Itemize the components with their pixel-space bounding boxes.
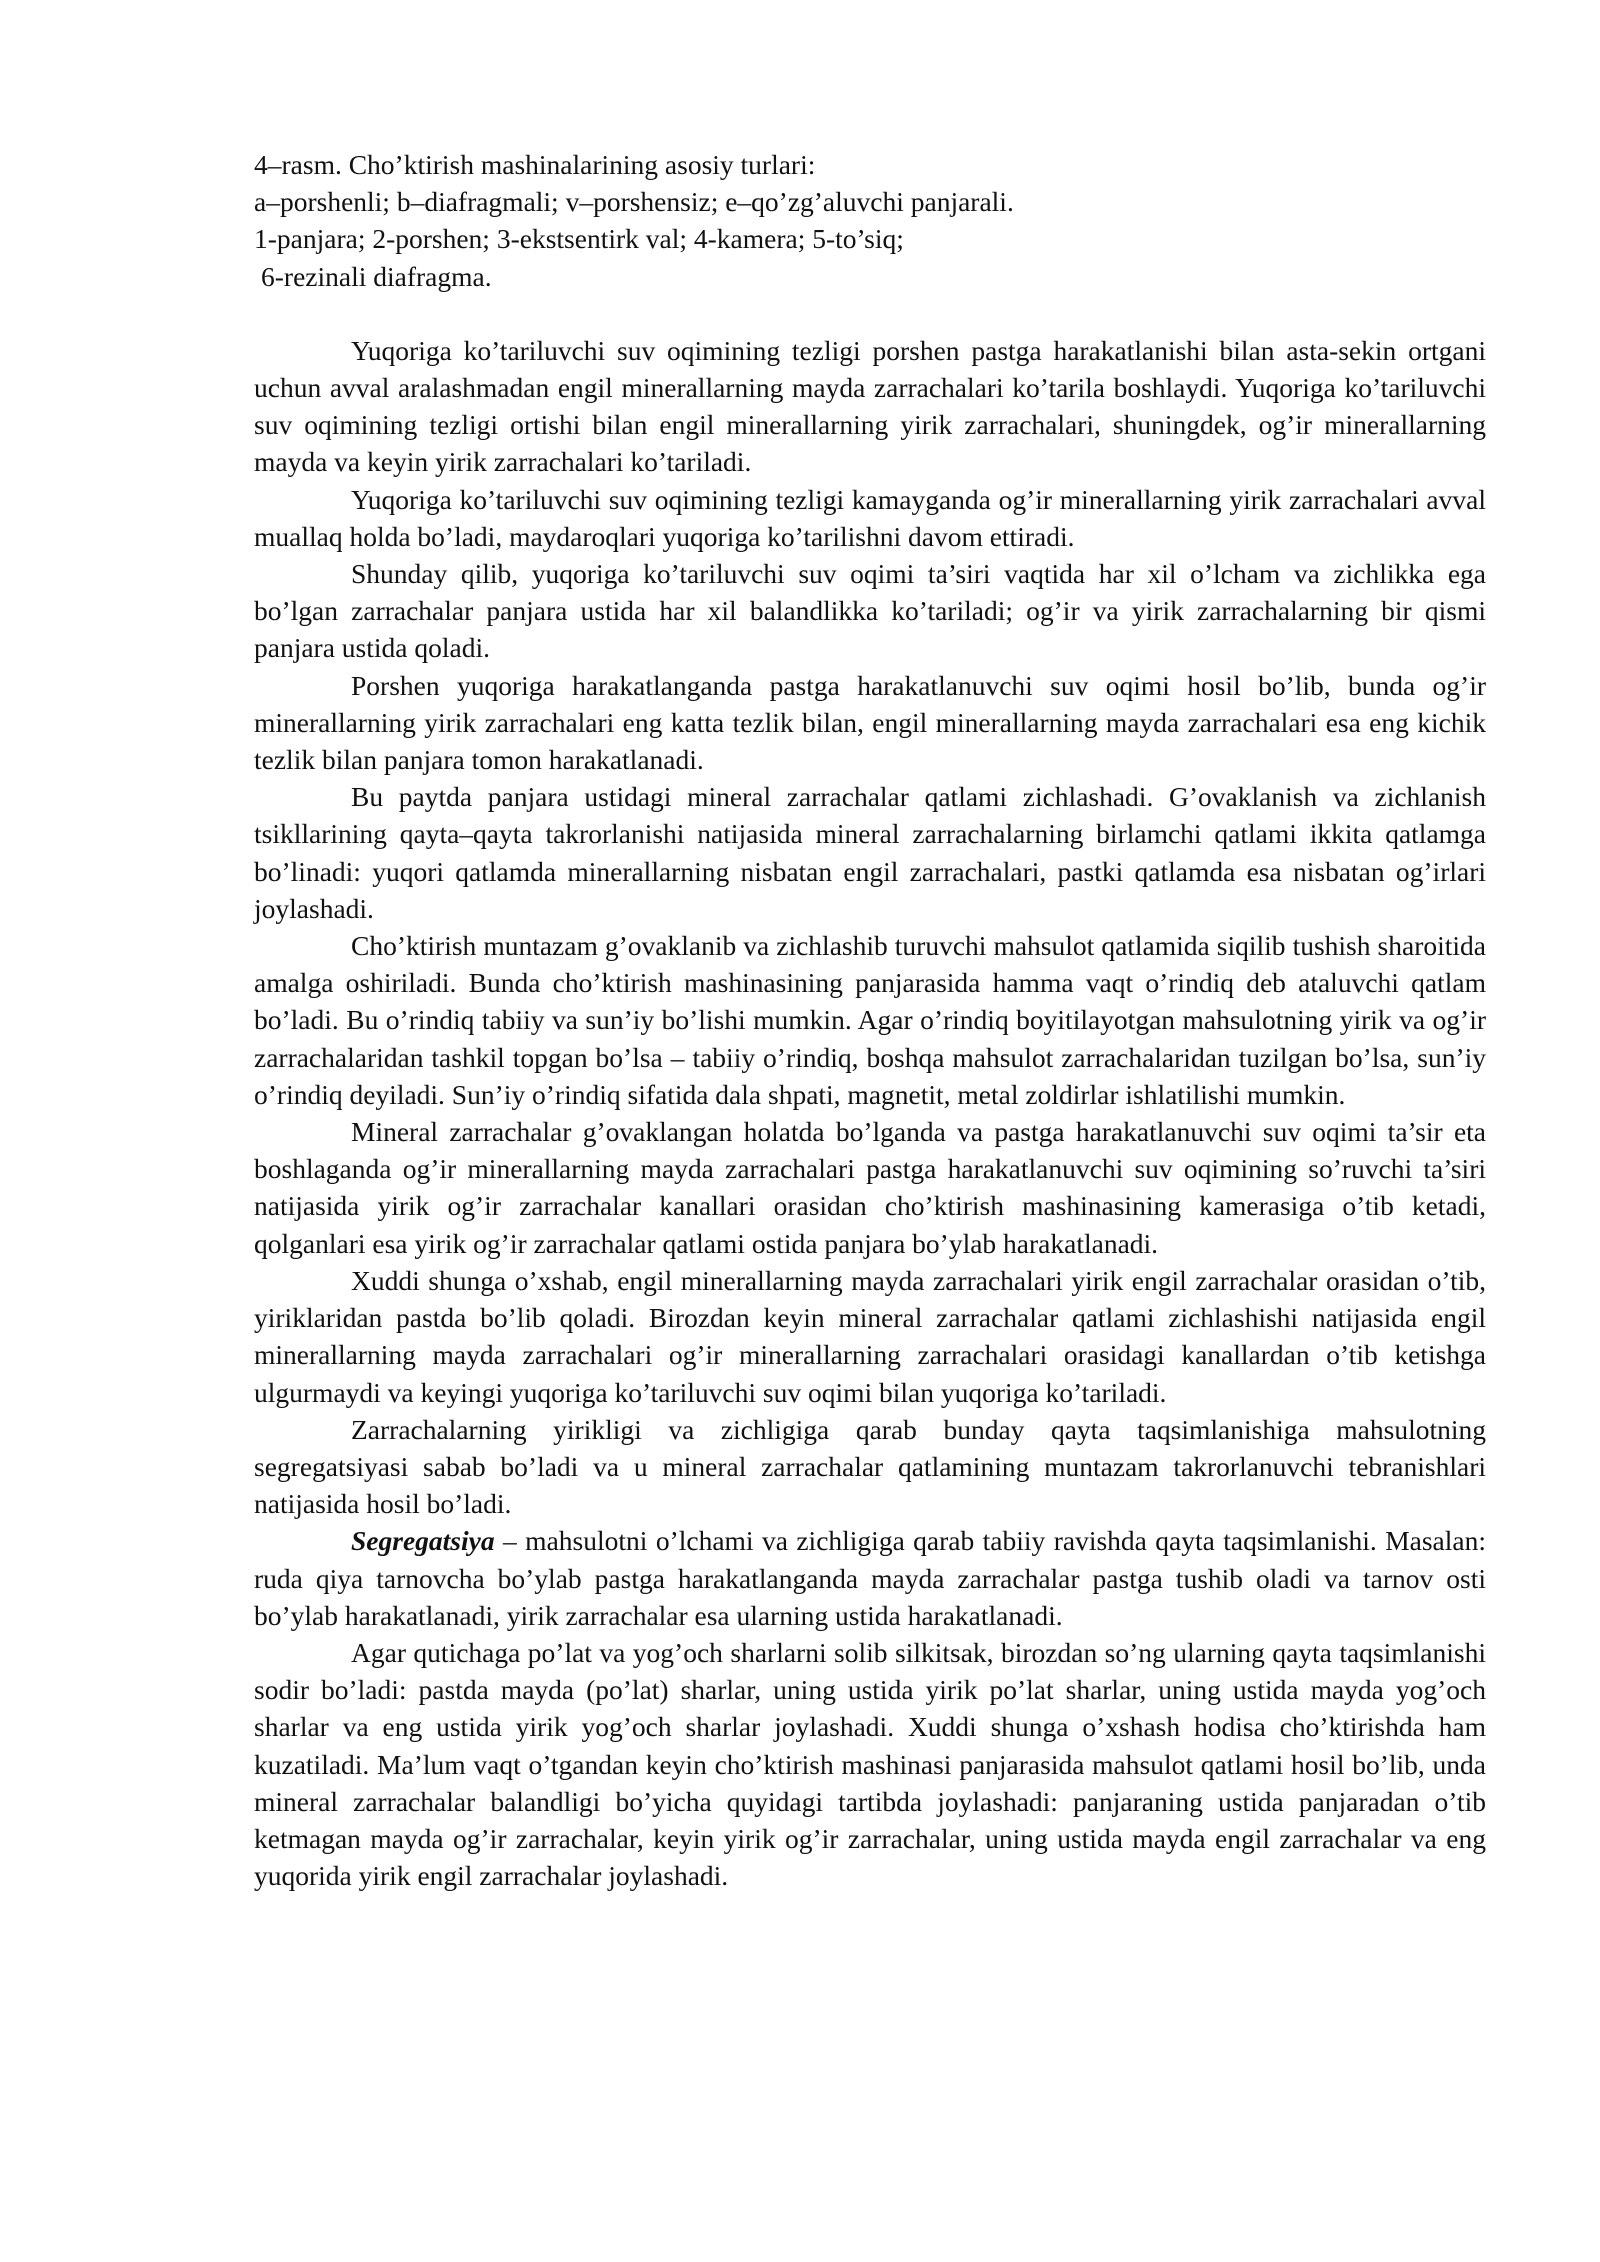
paragraph-3: Shunday qilib, yuqoriga ko’tariluvchi suv oqimi ta’siri vaqtida har xil o’lcham va zichlikka ega bo’lgan zarrachalar panjara ustida har xil balandlikka ko’tariladi; og’ir va yirik zarrachalarning bir qismi panjara ustida qoladi.: [254, 558, 1486, 664]
document-page: [254, 146, 1486, 1894]
definition-paragraph: [254, 1522, 1486, 1634]
caption-parts-continued: 6-rezinali diafragma.: [261, 260, 492, 292]
caption-variants: a–porshenli; b–diafragmali; v–porshensiz; e–qo’zg’aluvchi panjarali.: [254, 186, 1014, 218]
caption-parts: 1-panjara; 2-porshen; 3-ekstsentirk val; 4-kamera; 5-to’siq;: [254, 223, 904, 255]
body-text: [254, 332, 1486, 1895]
section-spacer: [254, 295, 1486, 332]
final-paragraph: Agar qutichaga po’lat va yog’och sharlarni solib silkitsak, birozdan so’ng ularning qayta taqsimlanishi sodir bo’ladi: pastda mayda (po’lat) sharlar, uning ustida yirik po’lat sharlar, uning ustida mayda yog’och sharlar va eng ustida yirik yog’och sharlar joylashadi. Xuddi shunga o’xshash hodisa cho’ktirishda ham kuzatiladi. Ma’lum vaqt o’tgandan keyin cho’ktirish mashinasi panjarasida mahsulot qatlami hosil bo’lib, unda mineral zarrachalar balandligi bo’yicha quyidagi tartibda joylashadi: panjaraning ustida panjaradan o’tib ketmagan mayda og’ir zarrachalar, keyin yirik og’ir zarrachalar, uning ustida mayda engil zarrachalar va eng yuqorida yirik engil zarrachalar joylashadi.: [254, 1636, 1486, 1892]
definition-term: Segregatsiya: [351, 1525, 495, 1557]
paragraph-6: Cho’ktirish muntazam g’ovaklanib va zichlashib turuvchi mahsulot qatlamida siqilib tushish sharoitida amalga oshiriladi. Bunda cho’ktirish mashinasining panjarasida hamma vaqt o’rindiq deb ataluvchi qatlam bo’ladi. Bu o’rindiq tabiiy va sun’iy bo’lishi mumkin. Agar o’rindiq boyitilayotgan mahsulotning yirik va og’ir zarrachalaridan tashkil topgan bo’lsa – tabiiy o’rindiq, boshqa mahsulot zarrachalaridan tuzilgan bo’lsa, sun’iy o’rindiq deyiladi. Sun’iy o’rindiq sifatida dala shpati, magnetit, metal zoldirlar ishlatilishi mumkin.: [254, 930, 1486, 1110]
paragraph-9: Zarrachalarning yirikligi va zichligiga qarab bunday qayta taqsimlanishiga mahsulotning segregatsiyasi sabab bo’ladi va u mineral zarrachalar qatlamining muntazam takrorlanuvchi tebranishlari natijasida hosil bo’ladi.: [254, 1413, 1486, 1520]
figure-caption: [254, 146, 1486, 295]
definition-text: – mahsulotni o’lchami va zichligiga qarab tabiiy ravishda qayta taqsimlanishi. Masalan: ruda qiya tarnovcha bo’ylab pastga harakatlanganda mayda zarrachalar pastga tushib oladi va tarnov osti bo’ylab harakatlanadi, yirik zarrachalar esa ularning ustida harakatlanadi.: [254, 1525, 1486, 1631]
paragraph-5: Bu paytda panjara ustidagi mineral zarrachalar qatlami zichlashadi. G’ovaklanish va zichlanish tsikllarining qayta–qayta takrorlanishi natijasida mineral zarrachalarning birlamchi qatlami ikkita qatlamga bo’linadi: yuqori qatlamda minerallarning nisbatan engil zarrachalari, pastki qatlamda esa nisbatan og’irlari joylashadi.: [254, 781, 1486, 924]
paragraph-4: Porshen yuqoriga harakatlanganda pastga harakatlanuvchi suv oqimi hosil bo’lib, bunda og’ir minerallarning yirik zarrachalari eng katta tezlik bilan, engil minerallarning mayda zarrachalari esa eng kichik tezlik bilan panjara tomon harakatlanadi.: [254, 669, 1486, 776]
paragraph-8: Xuddi shunga o’xshab, engil minerallarning mayda zarrachalari yirik engil zarrachalar orasidan o’tib, yiriklaridan pastda bo’lib qoladi. Birozdan keyin mineral zarrachalar qatlami zichlashishi natijasida engil minerallarning mayda zarrachalari og’ir minerallarning zarrachalari orasidagi kanallardan o’tib ketishga ulgurmaydi va keyingi yuqoriga ko’tariluvchi suv oqimi bilan yuqoriga ko’tariladi.: [254, 1264, 1486, 1408]
caption-title: 4–rasm. Cho’ktirish mashinalarining asosiy turlari:: [254, 149, 816, 180]
paragraph-7: Mineral zarrachalar g’ovaklangan holatda bo’lganda va pastga harakatlanuvchi suv oqimi ta’sir eta boshlaganda og’ir minerallarning mayda zarrachalari pastga harakatlanuvchi suv oqimining so’ruvchi ta’siri natijasida yirik og’ir zarrachalar kanallari orasidan cho’ktirish mashinasining kamerasiga o’tib ketadi, qolganlari esa yirik og’ir zarrachalar qatlami ostida panjara bo’ylab harakatlanadi.: [254, 1116, 1486, 1259]
paragraph-2: Yuqoriga ko’tariluvchi suv oqimining tezligi kamayganda og’ir minerallarning yirik zarrachalari avval muallaq holda bo’ladi, maydaroqlari yuqoriga ko’tarilishni davom ettiradi.: [254, 483, 1486, 552]
paragraph-1: Yuqoriga ko’tariluvchi suv oqimining tezligi porshen pastga harakatlanishi bilan asta-sekin ortgani uchun avval aralashmadan engil minerallarning mayda zarrachalari ko’tarila boshlaydi. Yuqoriga ko’tariluvchi suv oqimining tezligi ortishi bilan engil minerallarning yirik zarrachalari, shuningdek, og’ir minerallarning mayda va keyin yirik zarrachalari ko’tariladi.: [254, 334, 1486, 478]
